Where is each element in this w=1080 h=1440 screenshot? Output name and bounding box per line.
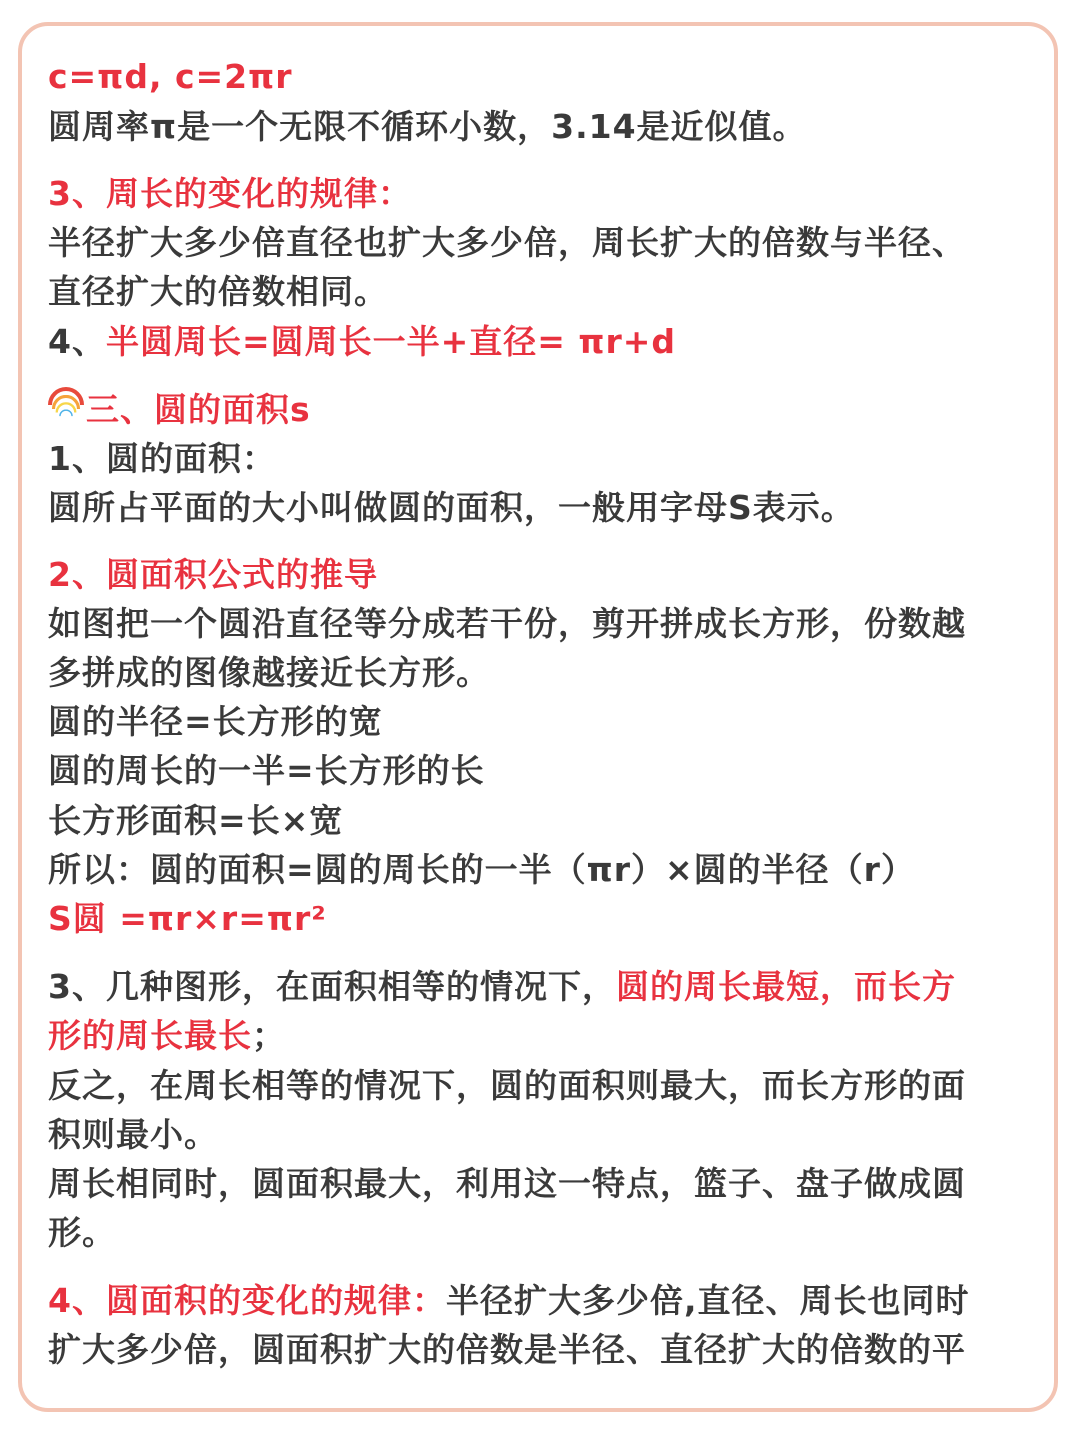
text-conversely-1: 反之，在周长相等的情况下，圆的面积则最大，而长方形的面 [48, 1066, 966, 1105]
item-number: 4、 [48, 322, 106, 361]
heading-perimeter-rule: 3、周长的变化的规律： [48, 174, 412, 213]
heading-area-derivation: 2、圆面积公式的推导 [48, 555, 378, 594]
comparison-line-2 [48, 1015, 286, 1057]
text-perimeter-rule-1: 半径扩大多少倍直径也扩大多少倍，周长扩大的倍数与半径、 [48, 223, 966, 262]
text-derivation-2: 多拼成的图像越接近长方形。 [48, 653, 490, 692]
text-area-change-2: 扩大多少倍，圆面积扩大的倍数是半径、直径扩大的倍数的平 [48, 1330, 966, 1369]
text-half-circumference-length: 圆的周长的一半=长方形的长 [48, 751, 485, 790]
text-area-change-1: 半径扩大多少倍,直径、周长也同时 [445, 1281, 970, 1320]
text-therefore-area: 所以：圆的面积=圆的周长的一半（πr）×圆的半径（r） [48, 850, 915, 889]
section-title: 三、圆的面积s [86, 390, 311, 429]
comparison-text: 3、几种图形，在面积相等的情况下， [48, 967, 616, 1006]
text-rectangle-area: 长方形面积=长×宽 [48, 801, 344, 840]
comparison-line-1 [48, 966, 956, 1008]
text-application-2: 形。 [48, 1213, 116, 1252]
comparison-highlight: 圆的周长最短，而长方 [615, 967, 956, 1006]
heading-area-change-rule: 4、圆面积的变化的规律： [48, 1281, 446, 1320]
section-heading-area [48, 389, 311, 431]
text-area-definition: 圆所占平面的大小叫做圆的面积，一般用字母S表示。 [48, 488, 855, 527]
semicircle-perimeter-line [48, 321, 676, 363]
text-application-1: 周长相同时，圆面积最大，利用这一特点，篮子、盘子做成圆 [48, 1164, 966, 1203]
text-radius-width: 圆的半径=长方形的宽 [48, 702, 383, 741]
semicolon: ； [252, 1016, 286, 1055]
rainbow-icon [48, 397, 84, 423]
text-conversely-2: 积则最小。 [48, 1115, 218, 1154]
formula-circumference: c=πd, c=2πr [48, 57, 293, 96]
text-derivation-1: 如图把一个圆沿直径等分成若干份，剪开拼成长方形，份数越 [48, 604, 966, 643]
formula-circle-area: S圆 =πr×r=πr² [48, 899, 327, 938]
heading-area-definition: 1、圆的面积： [48, 439, 276, 478]
semicircle-perimeter-formula: 半圆周长=圆周长一半+直径= πr+d [105, 322, 677, 361]
text-perimeter-rule-2: 直径扩大的倍数相同。 [48, 272, 388, 311]
comparison-highlight-2: 形的周长最长 [48, 1016, 252, 1055]
area-change-rule-line [48, 1280, 970, 1322]
pi-note: 圆周率π是一个无限不循环小数，3.14是近似值。 [48, 107, 807, 146]
